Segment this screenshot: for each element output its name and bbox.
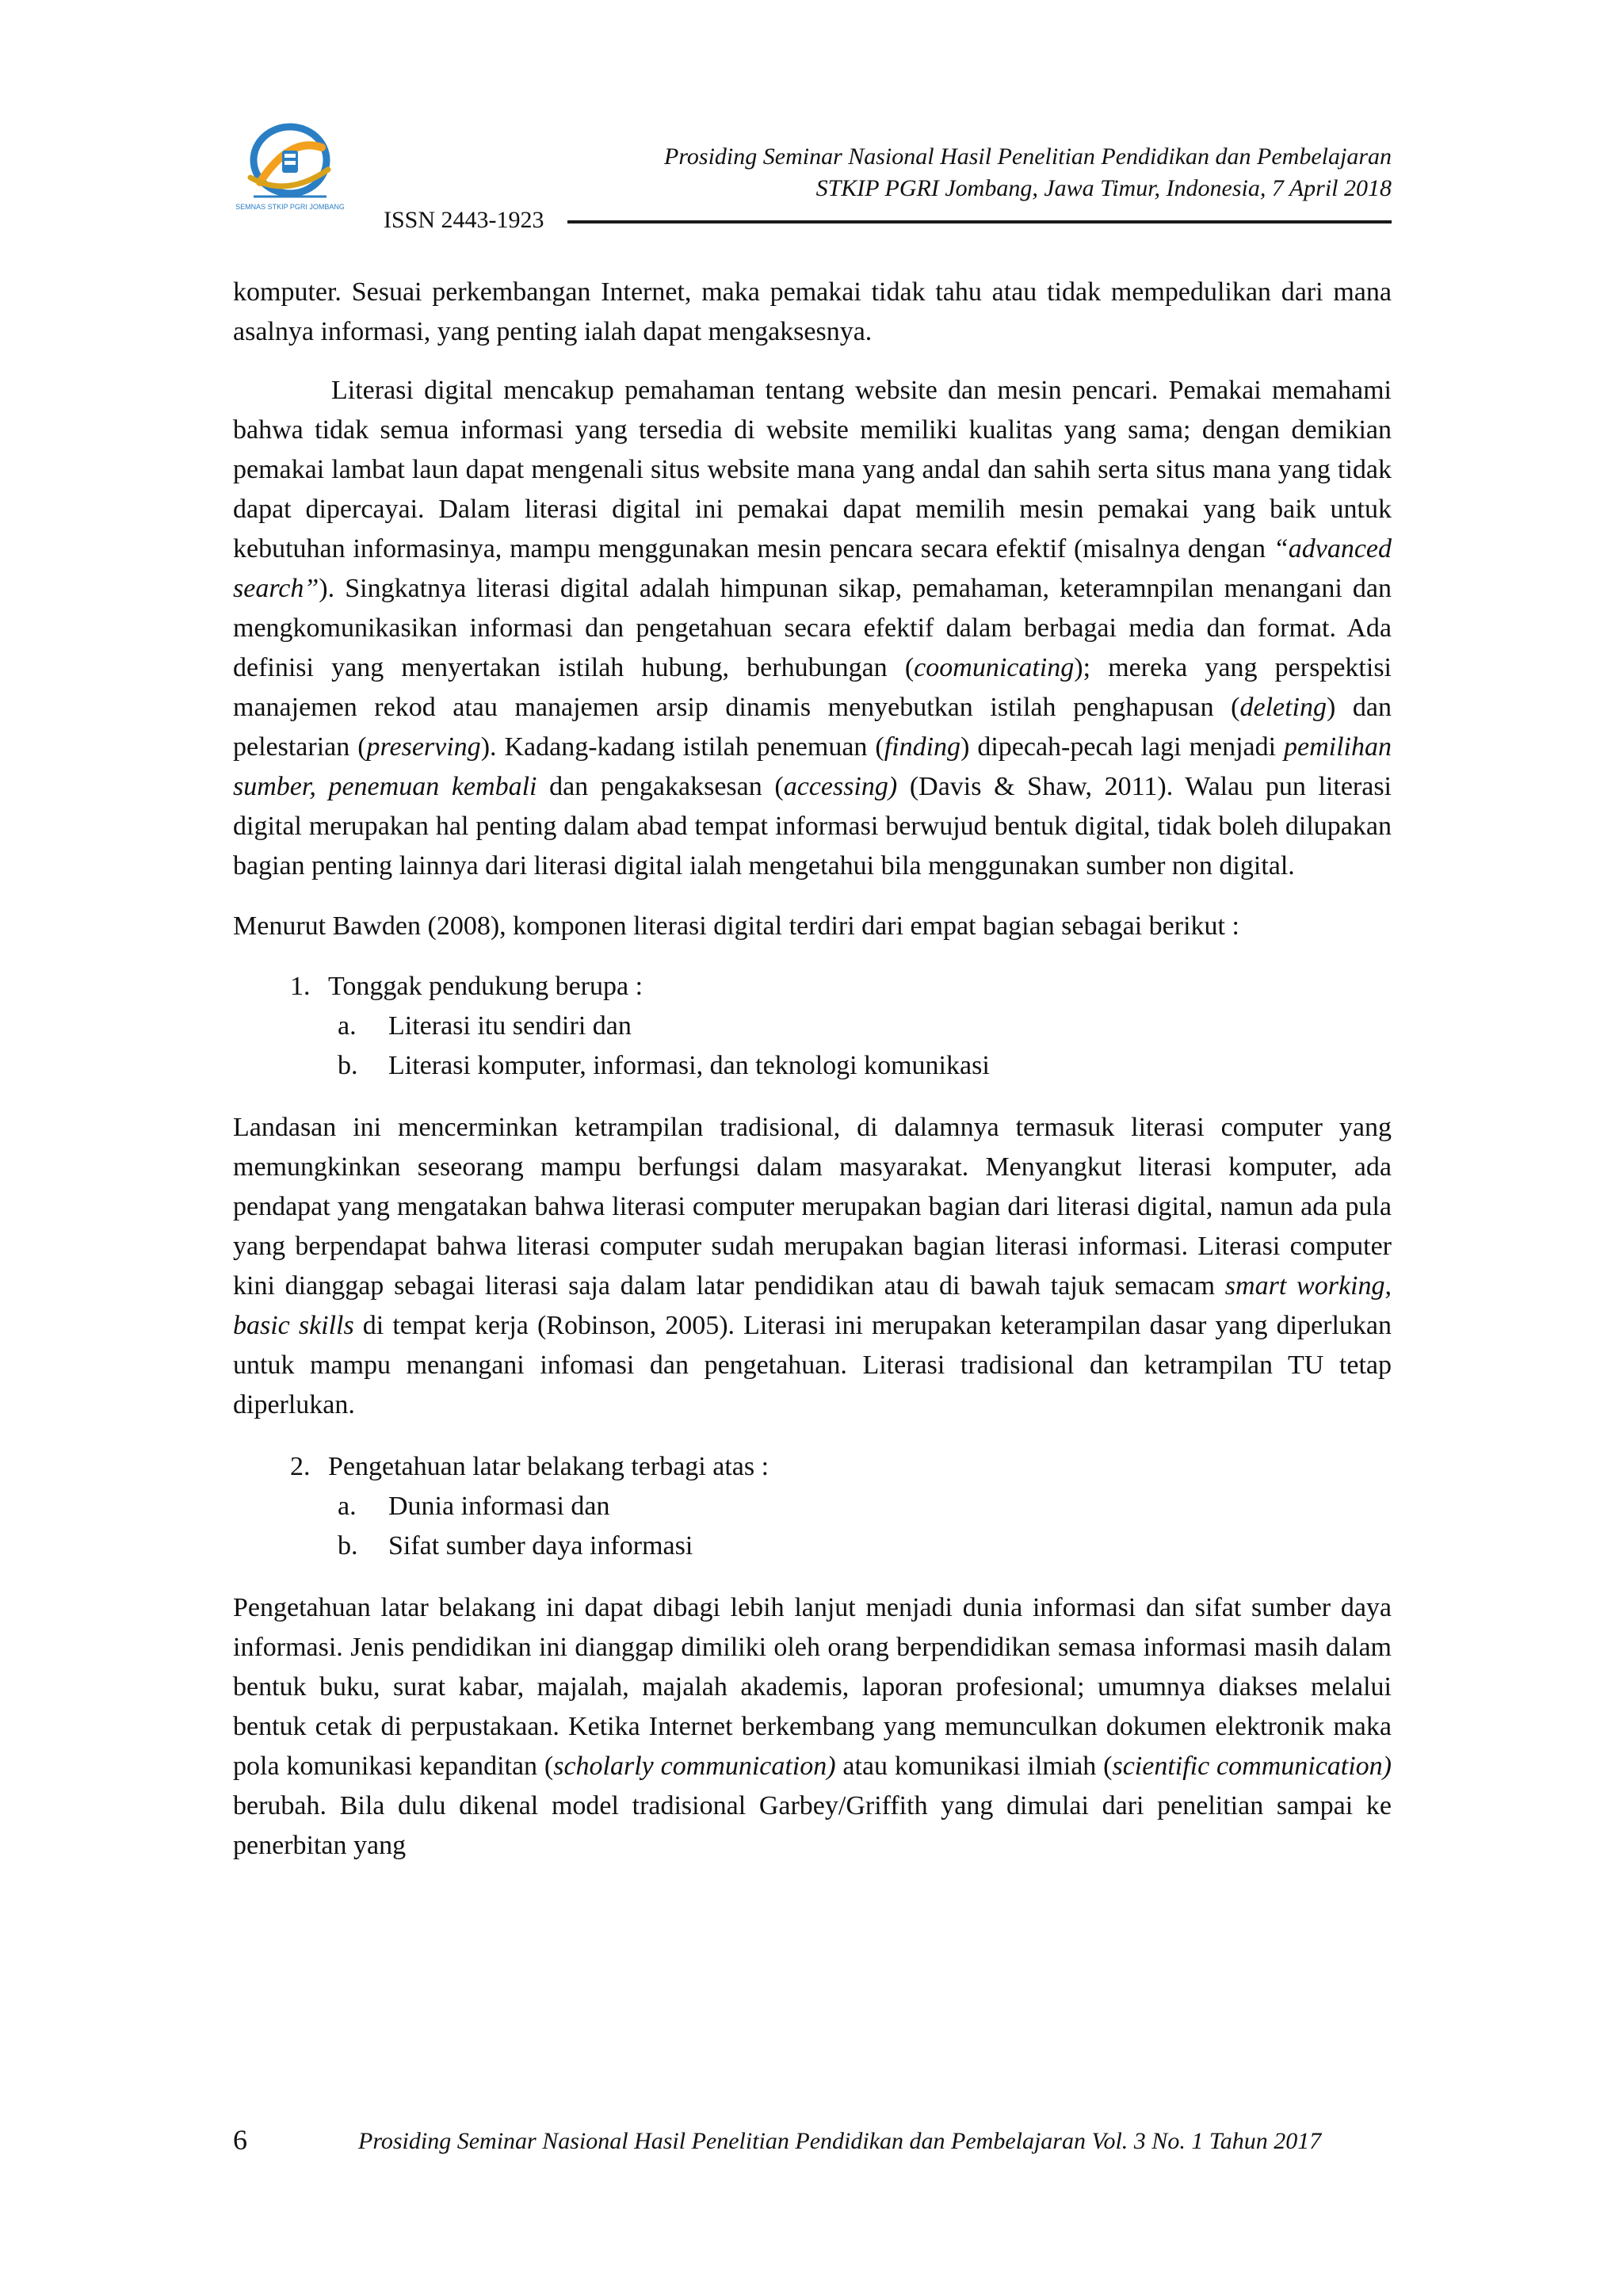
list-1-para-italic-1: smart working, basic skills (233, 1271, 1392, 1340)
header-title-line-2: STKIP PGRI Jombang, Jawa Timur, Indonesia, 7 April 2018 (815, 175, 1392, 201)
p2-text-4: ) dan pelestarian ( (233, 693, 1392, 762)
header-proceedings-title (664, 141, 1392, 204)
page-body (233, 273, 1392, 1866)
p2-italic-4: preserving (366, 732, 481, 762)
list-item-2-title: Pengetahuan latar belakang terbagi atas : (328, 1452, 769, 1481)
issn-number: ISSN 2443-1923 (384, 207, 544, 233)
list-item-2-sub-b-label: b. (338, 1531, 358, 1561)
list-item-1-paragraph (233, 1108, 1392, 1425)
list-2-para-text-3: berubah. Bila dulu dikenal model tradisional Garbey/Griffith yang dimulai dari penelitian sampai ke penerbitan yang (233, 1791, 1392, 1860)
list-1-para-text-2: di tempat kerja (Robinson, 2005). Literasi ini merupakan keterampilan dasar yang diperlukan untuk mampu menangani infomasi dan pengetahuan. Literasi tradisional dan ketrampilan TU tetap diperlukan. (233, 1311, 1392, 1419)
list-2-para-italic-2: scientific communication) (1112, 1752, 1392, 1781)
p2-italic-5: finding (884, 732, 961, 762)
list-item-2-number: 2. (290, 1452, 311, 1481)
p2-italic-3: deleting (1239, 693, 1327, 722)
seminar-logo (236, 120, 344, 228)
list-item-2-sub-a (233, 1487, 1392, 1526)
list-2-para-italic-1: scholarly communication) (553, 1752, 836, 1781)
p2-italic-7: accessing) (783, 772, 898, 801)
logo-text: SEMNAS STKIP PGRI JOMBANG (236, 203, 344, 211)
list-item-1-number: 1. (290, 972, 311, 1001)
list-item-1-sub-b-text: Literasi komputer, informasi, dan teknologi komunikasi (388, 1051, 990, 1080)
p2-italic-2: coomunicating (914, 653, 1075, 682)
paragraph-1: komputer. Sesuai perkembangan Internet, maka pemakai tidak tahu atau tidak mempedulikan dari mana asalnya informasi, yang penting ialah dapat mengaksesnya. (233, 277, 1392, 346)
p2-text-7: dan pengakaksesan ( (537, 772, 784, 801)
list-item-1-sub-a-label: a. (338, 1011, 357, 1041)
p2-text-5: ). Kadang-kadang istilah penemuan ( (480, 732, 884, 762)
list-item-2 (233, 1447, 1392, 1866)
header-title-line-1: Prosiding Seminar Nasional Hasil Penelitian Pendidikan dan Pembelajaran (664, 143, 1392, 170)
list-item-2-sub-a-text: Dunia informasi dan (388, 1492, 610, 1521)
list-2-para-text-2: atau komunikasi ilmiah ( (835, 1752, 1113, 1781)
p2-text-3: ); mereka yang perspektisi manajemen rekod atau manajemen arsip dinamis menyebutkan istilah penghapusan ( (233, 653, 1392, 722)
list-item-2-heading (233, 1447, 1392, 1487)
list-item-2-sub-b-text: Sifat sumber daya informasi (388, 1531, 693, 1561)
p2-italic-6: pemilihan sumber, penemuan kembali (233, 732, 1392, 801)
list-item-1-title: Tonggak pendukung berupa : (328, 972, 643, 1001)
footer-journal-title: Prosiding Seminar Nasional Hasil Penelitian Pendidikan dan Pembelajaran Vol. 3 No. 1 Tahun 2017 (358, 2128, 1322, 2154)
paragraph-3: Menurut Bawden (2008), komponen literasi digital terdiri dari empat bagian sebagai berikut : (233, 911, 1239, 941)
header-divider (567, 220, 1392, 223)
p2-text-1: Literasi digital mencakup pemahaman tentang website dan mesin pencari. Pemakai memahami bahwa tidak semua informasi yang tersedia di website memiliki kualitas yang sama; dengan demikian pemakai lambat laun dapat mengenali situs website mana yang andal dan sahih serta situs mana yang tidak dapat dipercayai. Dalam literasi digital ini pemakai dapat memilih mesin pemakai yang baik untuk kebutuhan informasinya, mampu menggunakan mesin pencara secara efektif (misalnya dengan (233, 376, 1392, 563)
p2-italic-1: “advanced search” (233, 534, 1392, 603)
list-item-1-sub-b-label: b. (338, 1051, 358, 1080)
list-item-1-sub-a-text: Literasi itu sendiri dan (388, 1011, 632, 1041)
list-item-2-sub-a-label: a. (338, 1492, 357, 1521)
p2-text-8: (Davis & Shaw, 2011). Walau pun literasi digital merupakan hal penting dalam abad tempat informasi berwujud bentuk digital, tidak boleh dilupakan bagian penting lainnya dari literasi digital ialah mengetahui bila menggunakan sumber non digital. (233, 772, 1392, 881)
list-item-1-heading (233, 967, 1392, 1007)
page-number: 6 (233, 2124, 247, 2156)
list-item-1-sub-b (233, 1046, 1392, 1086)
list-item-1 (233, 967, 1392, 1425)
list-item-2-paragraph (233, 1588, 1392, 1866)
list-item-2-sub-b (233, 1526, 1392, 1566)
paragraph-2 (233, 371, 1392, 886)
p2-text-2: ). Singkatnya literasi digital adalah himpunan sikap, pemahaman, keteramnpilan menangani dan mengkomunikasikan informasi dan pengetahuan secara efektif dalam berbagai media dan format. Ada definisi yang menyertakan istilah hubung, berhubungan ( (233, 574, 1392, 682)
list-1-para-text-1: Landasan ini mencerminkan ketrampilan tradisional, di dalamnya termasuk literasi computer yang memungkinkan seseorang mampu berfungsi dalam masyarakat. Menyangkut literasi komputer, ada pendapat yang mengatakan bahwa literasi computer merupakan bagian dari literasi digital, namun ada pula yang berpendapat bahwa literasi computer sudah merupakan bagian literasi informasi. Literasi computer kini dianggap sebagai literasi saja dalam latar pendidikan atau di bawah tajuk semacam (233, 1113, 1392, 1301)
list-2-para-text-1: Pengetahuan latar belakang ini dapat dibagi lebih lanjut menjadi dunia informasi dan sifat sumber daya informasi. Jenis pendidikan ini dianggap dimiliki oleh orang berpendidikan semasa informasi masih dalam bentuk buku, surat kabar, majalah, majalah akademis, laporan profesional; umumnya diakses melalui bentuk cetak di perpustakaan. Ketika Internet berkembang yang memunculkan dokumen elektronik maka pola komunikasi kepanditan ( (233, 1593, 1392, 1781)
p2-text-6: ) dipecah-pecah lagi menjadi (960, 732, 1285, 762)
list-item-1-sub-a (233, 1007, 1392, 1046)
